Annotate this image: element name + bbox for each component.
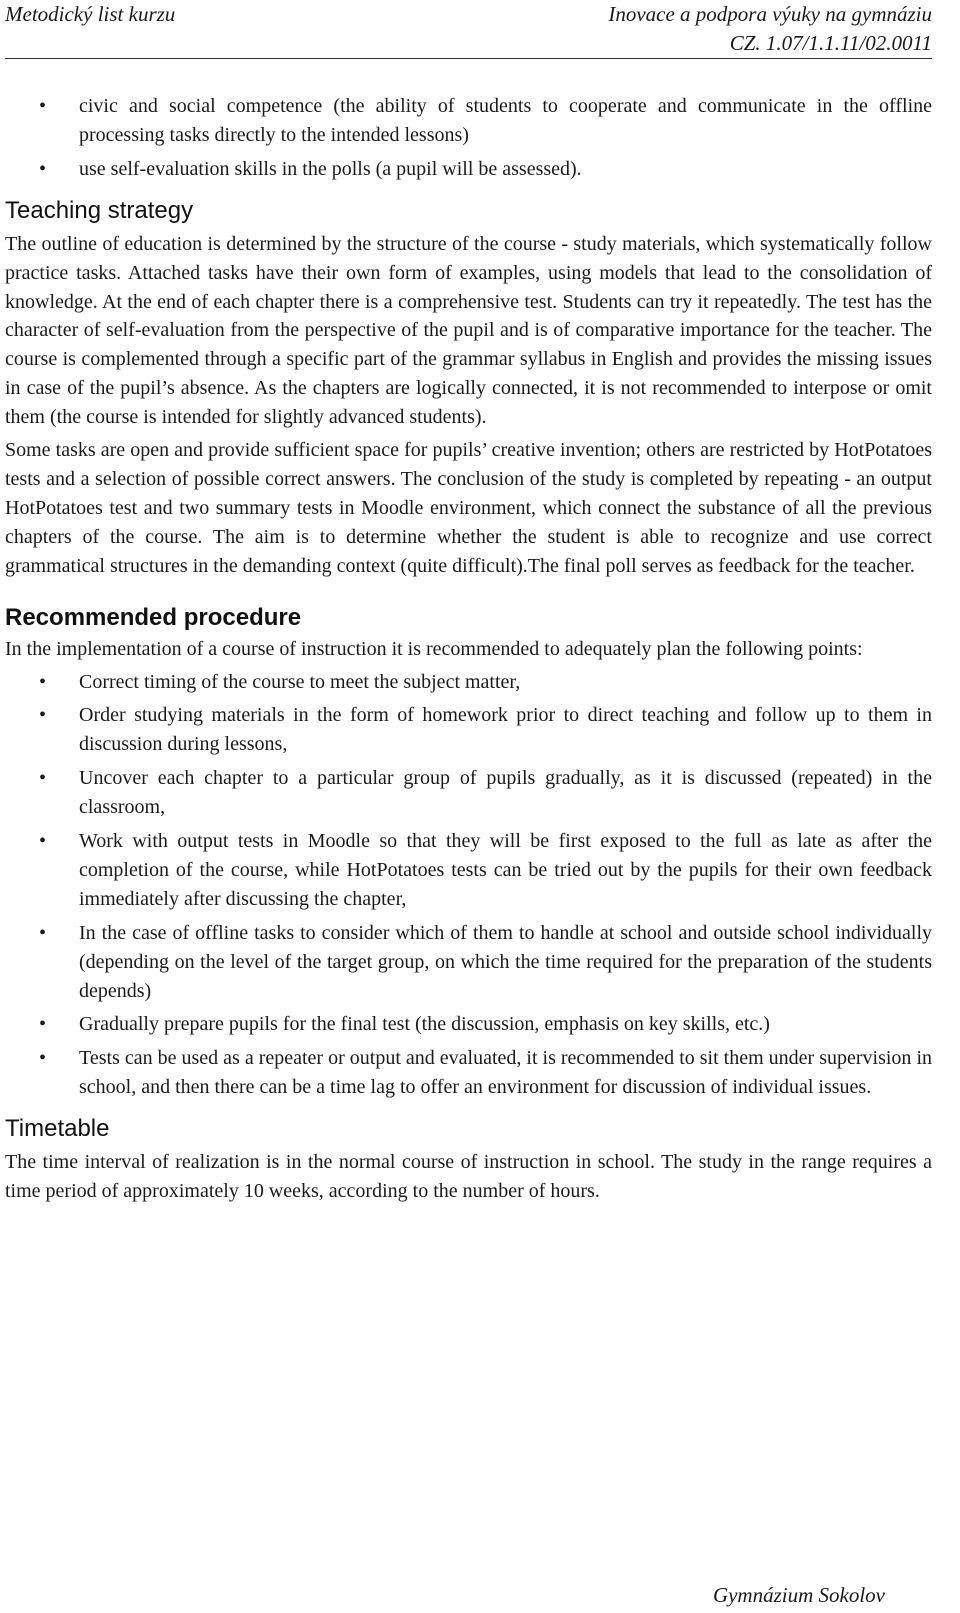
- header-project-code: CZ. 1.07/1.1.11/02.0011: [729, 31, 932, 55]
- bullet-icon: •: [39, 704, 47, 727]
- bullet-icon: •: [39, 1013, 47, 1036]
- document-body: [5, 92, 932, 1206]
- bullet-icon: •: [39, 1047, 47, 1070]
- list-item: • Tests can be used as a repeater or output and evaluated, it is recommended to sit them under supervision in school, and then there can be a time lag to offer an environment for discussion of individual issues.: [5, 1044, 932, 1102]
- header-divider: [5, 58, 932, 59]
- bullet-icon: •: [39, 921, 47, 944]
- recommended-procedure-intro: In the implementation of a course of instruction it is recommended to adequately plan the following points:: [5, 637, 863, 660]
- section-heading-timetable: Timetable: [5, 1115, 110, 1143]
- list-item: • Uncover each chapter to a particular group of pupils gradually, as it is discussed (repeated) in the classroom,: [5, 764, 932, 822]
- teaching-strategy-paragraph-1: The outline of education is determined by the structure of the course - study materials, which systematically follow practice tasks. Attached tasks have their own form of examples, using models that lead to the consolidation of knowledge. At the end of each chapter there is a comprehensive test. Students can try it repeatedly. The test has the character of self-evaluation from the perspective of the pupil and is of comparative importance for the teacher. The course is complemented through a specific part of the grammar syllabus in English and provides the missing issues in case of the pupil’s absence. As the chapters are logically connected, it is not recommended to interpose or omit them (the course is intended for slightly advanced students).: [5, 232, 932, 429]
- list-item: • In the case of offline tasks to consider which of them to handle at school and outside school individually (depending on the level of the target group, on which the time required for the preparation of the students depends): [5, 919, 932, 1006]
- intro-bullet-list: [5, 92, 932, 184]
- list-item: • use self-evaluation skills in the polls (a pupil will be assessed).: [5, 155, 932, 184]
- list-item: • Order studying materials in the form of homework prior to direct teaching and follow up to them in discussion during lessons,: [5, 701, 932, 759]
- teaching-strategy-paragraph-2: Some tasks are open and provide sufficient space for pupils’ creative invention; others are restricted by HotPotatoes tests and a selection of possible correct answers. The conclusion of the study is completed by repeating - an output HotPotatoes test and two summary tests in Moodle environment, which connect the substance of all the previous chapters of the course. The aim is to determine whether the student is able to recognize and use correct grammatical structures in the demanding context (quite difficult).The final poll serves as feedback for the teacher.: [5, 439, 932, 577]
- header-project: [608, 0, 932, 58]
- list-item: • Correct timing of the course to meet the subject matter,: [5, 668, 932, 697]
- page-footer: Gymnázium Sokolov: [712, 1583, 885, 1607]
- header-course-title: Metodický list kurzu: [5, 2, 176, 26]
- section-heading-teaching-strategy: Teaching strategy: [5, 196, 194, 224]
- bullet-icon: •: [39, 95, 47, 117]
- section-heading-recommended-procedure: Recommended procedure: [5, 603, 302, 631]
- bullet-icon: •: [39, 670, 47, 693]
- list-item: • civic and social competence (the ability of students to cooperate and communicate in the offline processing tasks directly to the intended lessons): [5, 92, 932, 150]
- bullet-icon: •: [39, 767, 47, 790]
- procedure-bullet-list: [5, 668, 932, 1103]
- list-item: • Work with output tests in Moodle so that they will be first exposed to the full as late as after the completion of the course, while HotPotatoes tests can be tried out by the pupils for their own feedback immediately after discussing the chapter,: [5, 827, 932, 914]
- bullet-icon: •: [39, 157, 47, 180]
- timetable-paragraph: The time interval of realization is in the normal course of instruction in school. The study in the range requires a time period of approximately 10 weeks, according to the number of hours.: [5, 1151, 932, 1203]
- page-header: [5, 0, 932, 60]
- header-project-name: Inovace a podpora výuky na gymnáziu: [608, 2, 932, 26]
- list-item: • Gradually prepare pupils for the final test (the discussion, emphasis on key skills, etc.): [5, 1010, 932, 1039]
- bullet-icon: •: [39, 830, 47, 853]
